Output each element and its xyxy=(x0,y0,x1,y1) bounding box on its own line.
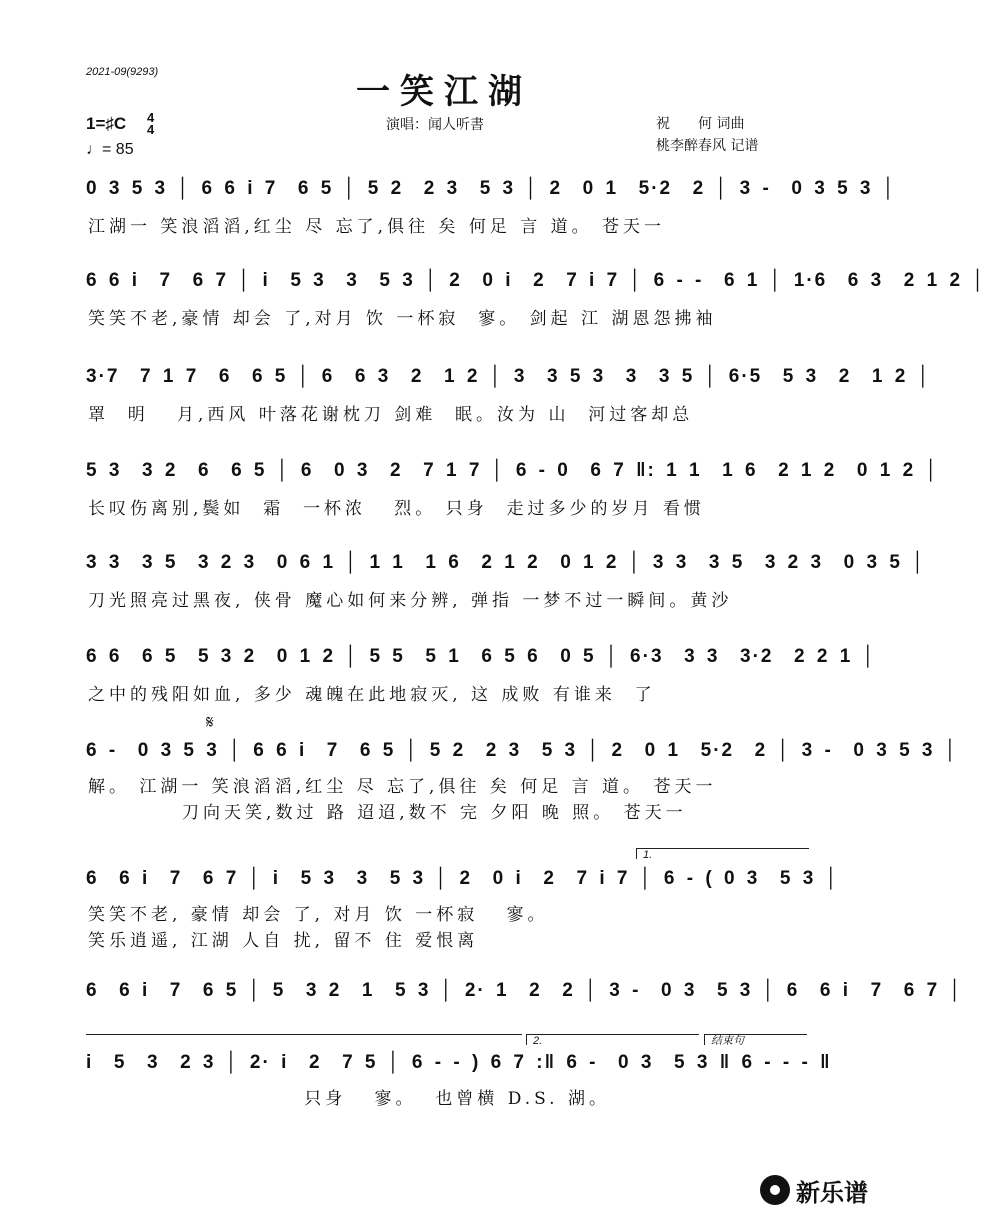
tempo-mark: ♩= 85 xyxy=(86,141,134,158)
notation-line-6: 6 6 6 5 5 3 2 0 1 2 │ 5 5 5 1 6 5 6 0 5 │ 6·3 3 3 3·2 2 2 1 │ xyxy=(86,646,877,667)
notation-line-9: 6 6 i 7 6 5 │ 5 3 2 1 5 3 │ 2· 1 2 2 │ 3 - 0 3 5 3 │ 6 6 i 7 6 7 │ xyxy=(86,980,964,1001)
notation-line-2: 6 6 i 7 6 7 │ i 5 3 3 5 3 │ 2 0 i 2 7 i 7 │ 6 - - 6 1 │ 1·6 6 3 2 1 2 │ xyxy=(86,270,986,291)
lyric-line-3: 罩 明 月,西风 叶落花谢枕刀 剑难 眠。汝为 山 河过客却总 xyxy=(88,405,694,425)
lyric-line-6: 之中的残阳如血, 多少 魂魄在此地寂灭, 这 成败 有谁来 了 xyxy=(88,685,656,705)
lyricist-credit: 祝 何 词曲 xyxy=(656,116,745,132)
logo-text: 新乐谱 xyxy=(796,1178,868,1207)
lyric-line-5: 刀光照亮过黑夜, 侠骨 魔心如何来分辨, 弹指 一梦不过一瞬间。黄沙 xyxy=(88,591,733,611)
notation-line-3: 3·7 7 1 7 6 6 5 │ 6 6 3 2 1 2 │ 3 3 5 3 3 3 5 │ 6·5 5 3 2 1 2 │ xyxy=(86,366,932,387)
segno-sign: 𝄋 xyxy=(206,712,214,733)
lyric-line-8a: 笑笑不老, 豪情 却会 了, 对月 饮 一杯寂 寥。 xyxy=(88,905,549,925)
repeat-span-line xyxy=(86,1034,522,1035)
notation-line-4: 5 3 3 2 6 6 5 │ 6 0 3 2 7 1 7 │ 6 - 0 6 7 ‖: 1 1 1 6 2 1 2 0 1 2 │ xyxy=(86,460,940,481)
site-logo xyxy=(760,1172,880,1208)
lyric-line-7b: 刀向天笑,数过 路 迢迢,数不 完 夕阳 晚 照。 苍天一 xyxy=(88,803,687,823)
lyric-line-10: 只身 寥。 也曾横 D.S. 湖。 xyxy=(88,1089,610,1109)
time-signature xyxy=(147,112,154,136)
key-signature: 1=♯C xyxy=(86,114,127,133)
lyric-line-8b: 笑乐逍遥, 江湖 人自 扰, 留不 住 爱恨离 xyxy=(88,931,479,951)
notation-line-8: 6 6 i 7 6 7 │ i 5 3 3 5 3 │ 2 0 i 2 7 i 7 │ 6 - ( 0 3 5 3 │ xyxy=(86,868,840,889)
transcriber-credit: 桃李醉春风 记谱 xyxy=(656,138,759,154)
lyric-line-1: 江湖一 笑浪滔滔,红尘 尽 忘了,俱往 矣 何足 言 道。 苍天一 xyxy=(88,217,666,237)
record-disc-icon xyxy=(760,1175,790,1205)
notation-line-7: 6 - 0 3 5 3 │ 6 6 i 7 6 5 │ 5 2 2 3 5 3 │ 2 0 1 5·2 2 │ 3 - 0 3 5 3 │ xyxy=(86,740,959,761)
page-title: 一笑江湖 xyxy=(356,72,532,112)
time-signature-top: 4 xyxy=(147,110,155,125)
time-signature-bottom: 4 xyxy=(147,122,155,137)
notation-line-1: 0 3 5 3 │ 6 6 i 7 6 5 │ 5 2 2 3 5 3 │ 2 0 1 5·2 2 │ 3 - 0 3 5 3 │ xyxy=(86,178,897,199)
lyric-line-2: 笑笑不老,豪情 却会 了,对月 饮 一杯寂 寥。 剑起 江 湖恩怨拂袖 xyxy=(88,309,717,329)
first-ending-bracket: 1. xyxy=(636,848,809,859)
lyric-line-7a: 解。 江湖一 笑浪滔滔,红尘 尽 忘了,俱往 矣 何足 言 道。 苍天一 xyxy=(88,777,717,797)
final-ending-bracket: 结束句 xyxy=(704,1034,807,1045)
singer-credit: 演唱：闻人听書 xyxy=(386,117,484,133)
second-ending-bracket: 2. xyxy=(526,1034,699,1045)
notation-line-5: 3 3 3 5 3 2 3 0 6 1 │ 1 1 1 6 2 1 2 0 1 2 │ 3 3 3 5 3 2 3 0 3 5 │ xyxy=(86,552,927,573)
notation-line-10: i 5 3 2 3 │ 2· i 2 7 5 │ 6 - - ) 6 7 :‖ 6 - 0 3 5 3 ‖ 6 - - - ‖ xyxy=(86,1052,832,1073)
score-reference: 2021-09(9293) xyxy=(86,66,159,78)
lyric-line-4: 长叹伤离别,鬓如 霜 一杯浓 烈。 只身 走过多少的岁月 看惯 xyxy=(88,499,705,519)
